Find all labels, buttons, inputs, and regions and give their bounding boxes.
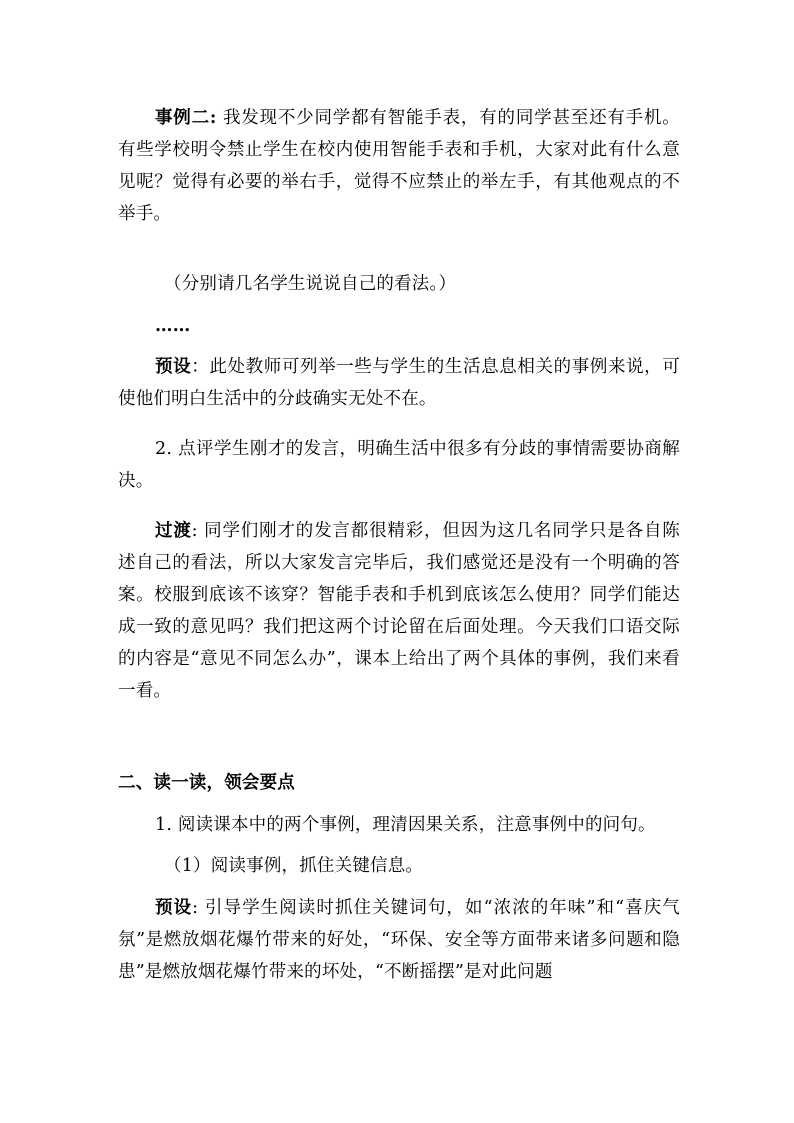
paragraph-ellipsis [118, 310, 680, 342]
read-cases-text: 1. 阅读课本中的两个事例，理清因果关系，注意事例中的问句。 [155, 815, 656, 835]
ellipsis-text: …… [155, 316, 191, 336]
paragraph-example-two [118, 102, 680, 230]
paragraph-student-views [118, 268, 680, 300]
preset-two-lead: 预设 [155, 898, 193, 918]
preset-two-text: : 引导学生阅读时抓住关键词句，如“浓浓的年味”和“喜庆气氛”是燃放烟花爆竹带来的好处，“环保、安全等方面带来诸多问题和隐患”是燃放烟花爆竹带来的坏处，“不断摇摆”是对此问题 [118, 898, 680, 982]
paragraph-transition [118, 515, 680, 707]
paragraph-key-info [118, 850, 680, 882]
preset-one-lead: 预设 [155, 357, 192, 377]
preset-one-text: ：此处教师可列举一些与学生的生活息息相关的事例来说，可使他们明白生活中的分歧确实无处不在。 [118, 357, 681, 409]
paragraph-read-cases [118, 809, 680, 841]
section-heading-read [118, 767, 680, 799]
paragraph-point-two [118, 433, 680, 497]
student-views-text: （分别请几名学生说说自己的看法。） [164, 274, 457, 294]
example-two-text: 我发现不少同学都有智能手表，有的同学甚至还有手机。有些学校明令禁止学生在校内使用智能手表和手机，大家对此有什么意见呢？觉得有必要的举右手，觉得不应禁止的举左手，有其他观点的不举手。 [118, 108, 680, 224]
section-heading-text: 二、读一读，领会要点 [118, 773, 295, 793]
example-two-lead: 事例二: [155, 108, 217, 128]
paragraph-preset-one [118, 351, 680, 415]
key-info-text: （1）阅读事例，抓住关键信息。 [164, 856, 424, 876]
paragraph-preset-two [118, 892, 680, 988]
point-two-text: 2. 点评学生刚才的发言，明确生活中很多有分歧的事情需要协商解决。 [118, 439, 680, 491]
transition-text: : 同学们刚才的发言都很精彩，但因为这几名同学只是各自陈述自己的看法，所以大家发言完毕后，我们感觉还是没有一个明确的答案。校服到底该不该穿？智能手表和手机到底该怎么使用？同学们能达成一致的意见吗？我们把这两个讨论留在后面处理。今天我们口语交际的内容是“意见不同怎么办”，课本上给出了两个具体的事例，我们来看一看。 [118, 521, 680, 701]
transition-lead: 过渡 [155, 521, 192, 541]
